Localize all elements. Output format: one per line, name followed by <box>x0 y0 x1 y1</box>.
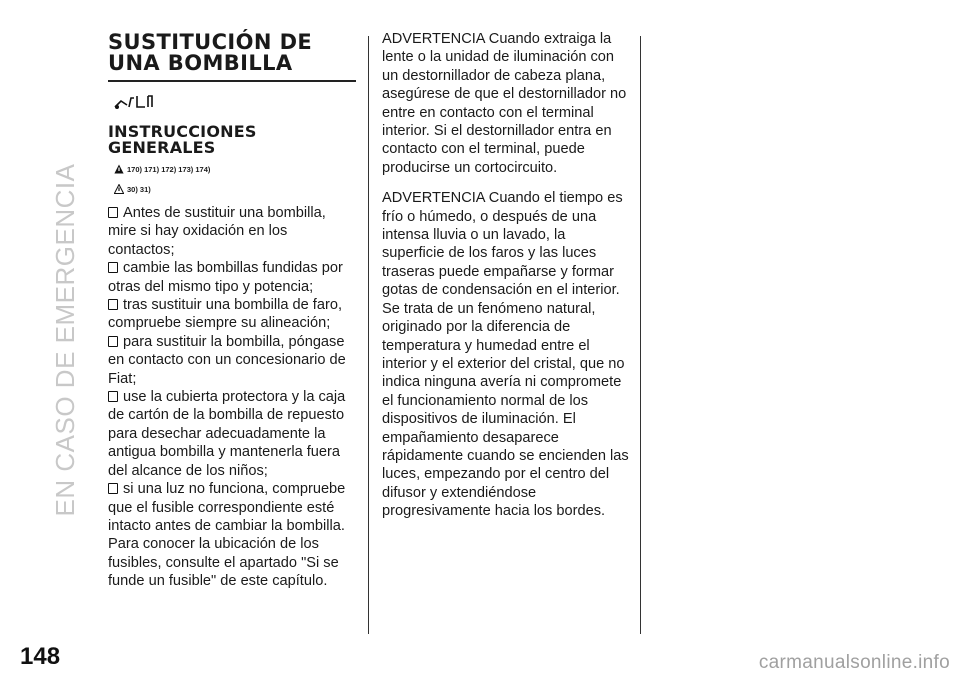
column-divider-right <box>640 36 641 634</box>
checkbox-bullet-icon <box>108 207 118 218</box>
list-item: para sustituir la bombilla, póngase en contacto con un concesionario de Fiat; <box>108 333 346 387</box>
list-item: use la cubierta protectora y la caja de cartón de la bombilla de repuesto para desechar adecuadamente la antigua bombilla y mantenerla fuera del alcance de los niños; <box>108 389 346 479</box>
section-title-line-1: SUSTITUCIÓN DE <box>108 30 313 54</box>
checkbox-bullet-icon <box>108 262 118 273</box>
list-item: cambie las bombillas fundidas por otras del mismo tipo y potencia; <box>108 260 343 295</box>
subsection-title-line-2: GENERALES <box>108 138 216 157</box>
right-column <box>382 30 630 533</box>
column-divider-left <box>368 36 369 634</box>
list-item: Antes de sustituir una bombilla, mire si hay oxidación en los contactos; <box>108 205 326 258</box>
list-item: si una luz no funciona, compruebe que el fusible correspondiente esté intacto antes de cambiar la bombilla. Para conocer la ubicación de los fusibles, consulte el apartado "Si se funde un fusible" de este capítulo. <box>108 481 346 590</box>
warning-references <box>114 164 356 174</box>
warning-ref-numbers: 170) 171) 172) 173) 174) <box>127 165 211 174</box>
page-number: 148 <box>20 643 61 670</box>
watermark: carmanualsonline.info <box>758 652 950 673</box>
checkbox-bullet-icon <box>108 299 118 310</box>
left-column <box>108 30 356 591</box>
instructions-list <box>108 204 356 591</box>
section-title <box>108 32 356 74</box>
checkbox-bullet-icon <box>108 336 118 347</box>
warning-triangle-icon <box>114 164 124 174</box>
list-item: tras sustituir una bombilla de faro, compruebe siempre su alineación; <box>108 297 343 332</box>
warning-paragraph: ADVERTENCIA Cuando extraiga la lente o la unidad de iluminación con un destornillador de cabeza plana, asegúrese de que el destornillador no entre en contacto con el terminal interior. Si el destornillador entra en contacto con el terminal, puede producirse un cortocircuito. <box>382 31 627 176</box>
title-underline <box>108 80 356 82</box>
section-title-line-2: UNA BOMBILLA <box>108 51 293 75</box>
subsection-title <box>108 124 356 156</box>
side-chapter-title: EN CASO DE EMERGENCIA <box>50 163 80 517</box>
caution-references <box>114 184 356 194</box>
subsection-title-line-1: INSTRUCCIONES <box>108 122 257 141</box>
caution-icon <box>114 184 124 194</box>
caution-ref-numbers: 30) 31) <box>127 185 151 194</box>
car-bulb-icon <box>112 92 156 112</box>
checkbox-bullet-icon <box>108 391 118 402</box>
warning-paragraph: ADVERTENCIA Cuando el tiempo es frío o húmedo, o después de una intensa lluvia o un lavado, la superficie de los faros y las luces traseras puede empañarse y formar gotas de condensación en el interior. Se trata de un fenómeno natural, originado por la diferencia de temperatura y humedad entre el interior y el exterior del cristal, que no indica ninguna avería ni compromete el funcionamiento normal de los dispositivos de iluminación. El empañamiento desaparece rápidamente cuando se encienden las luces, empezando por el centro del difusor y extendiéndose progresivamente hacia los bordes. <box>382 190 629 520</box>
checkbox-bullet-icon <box>108 483 118 494</box>
